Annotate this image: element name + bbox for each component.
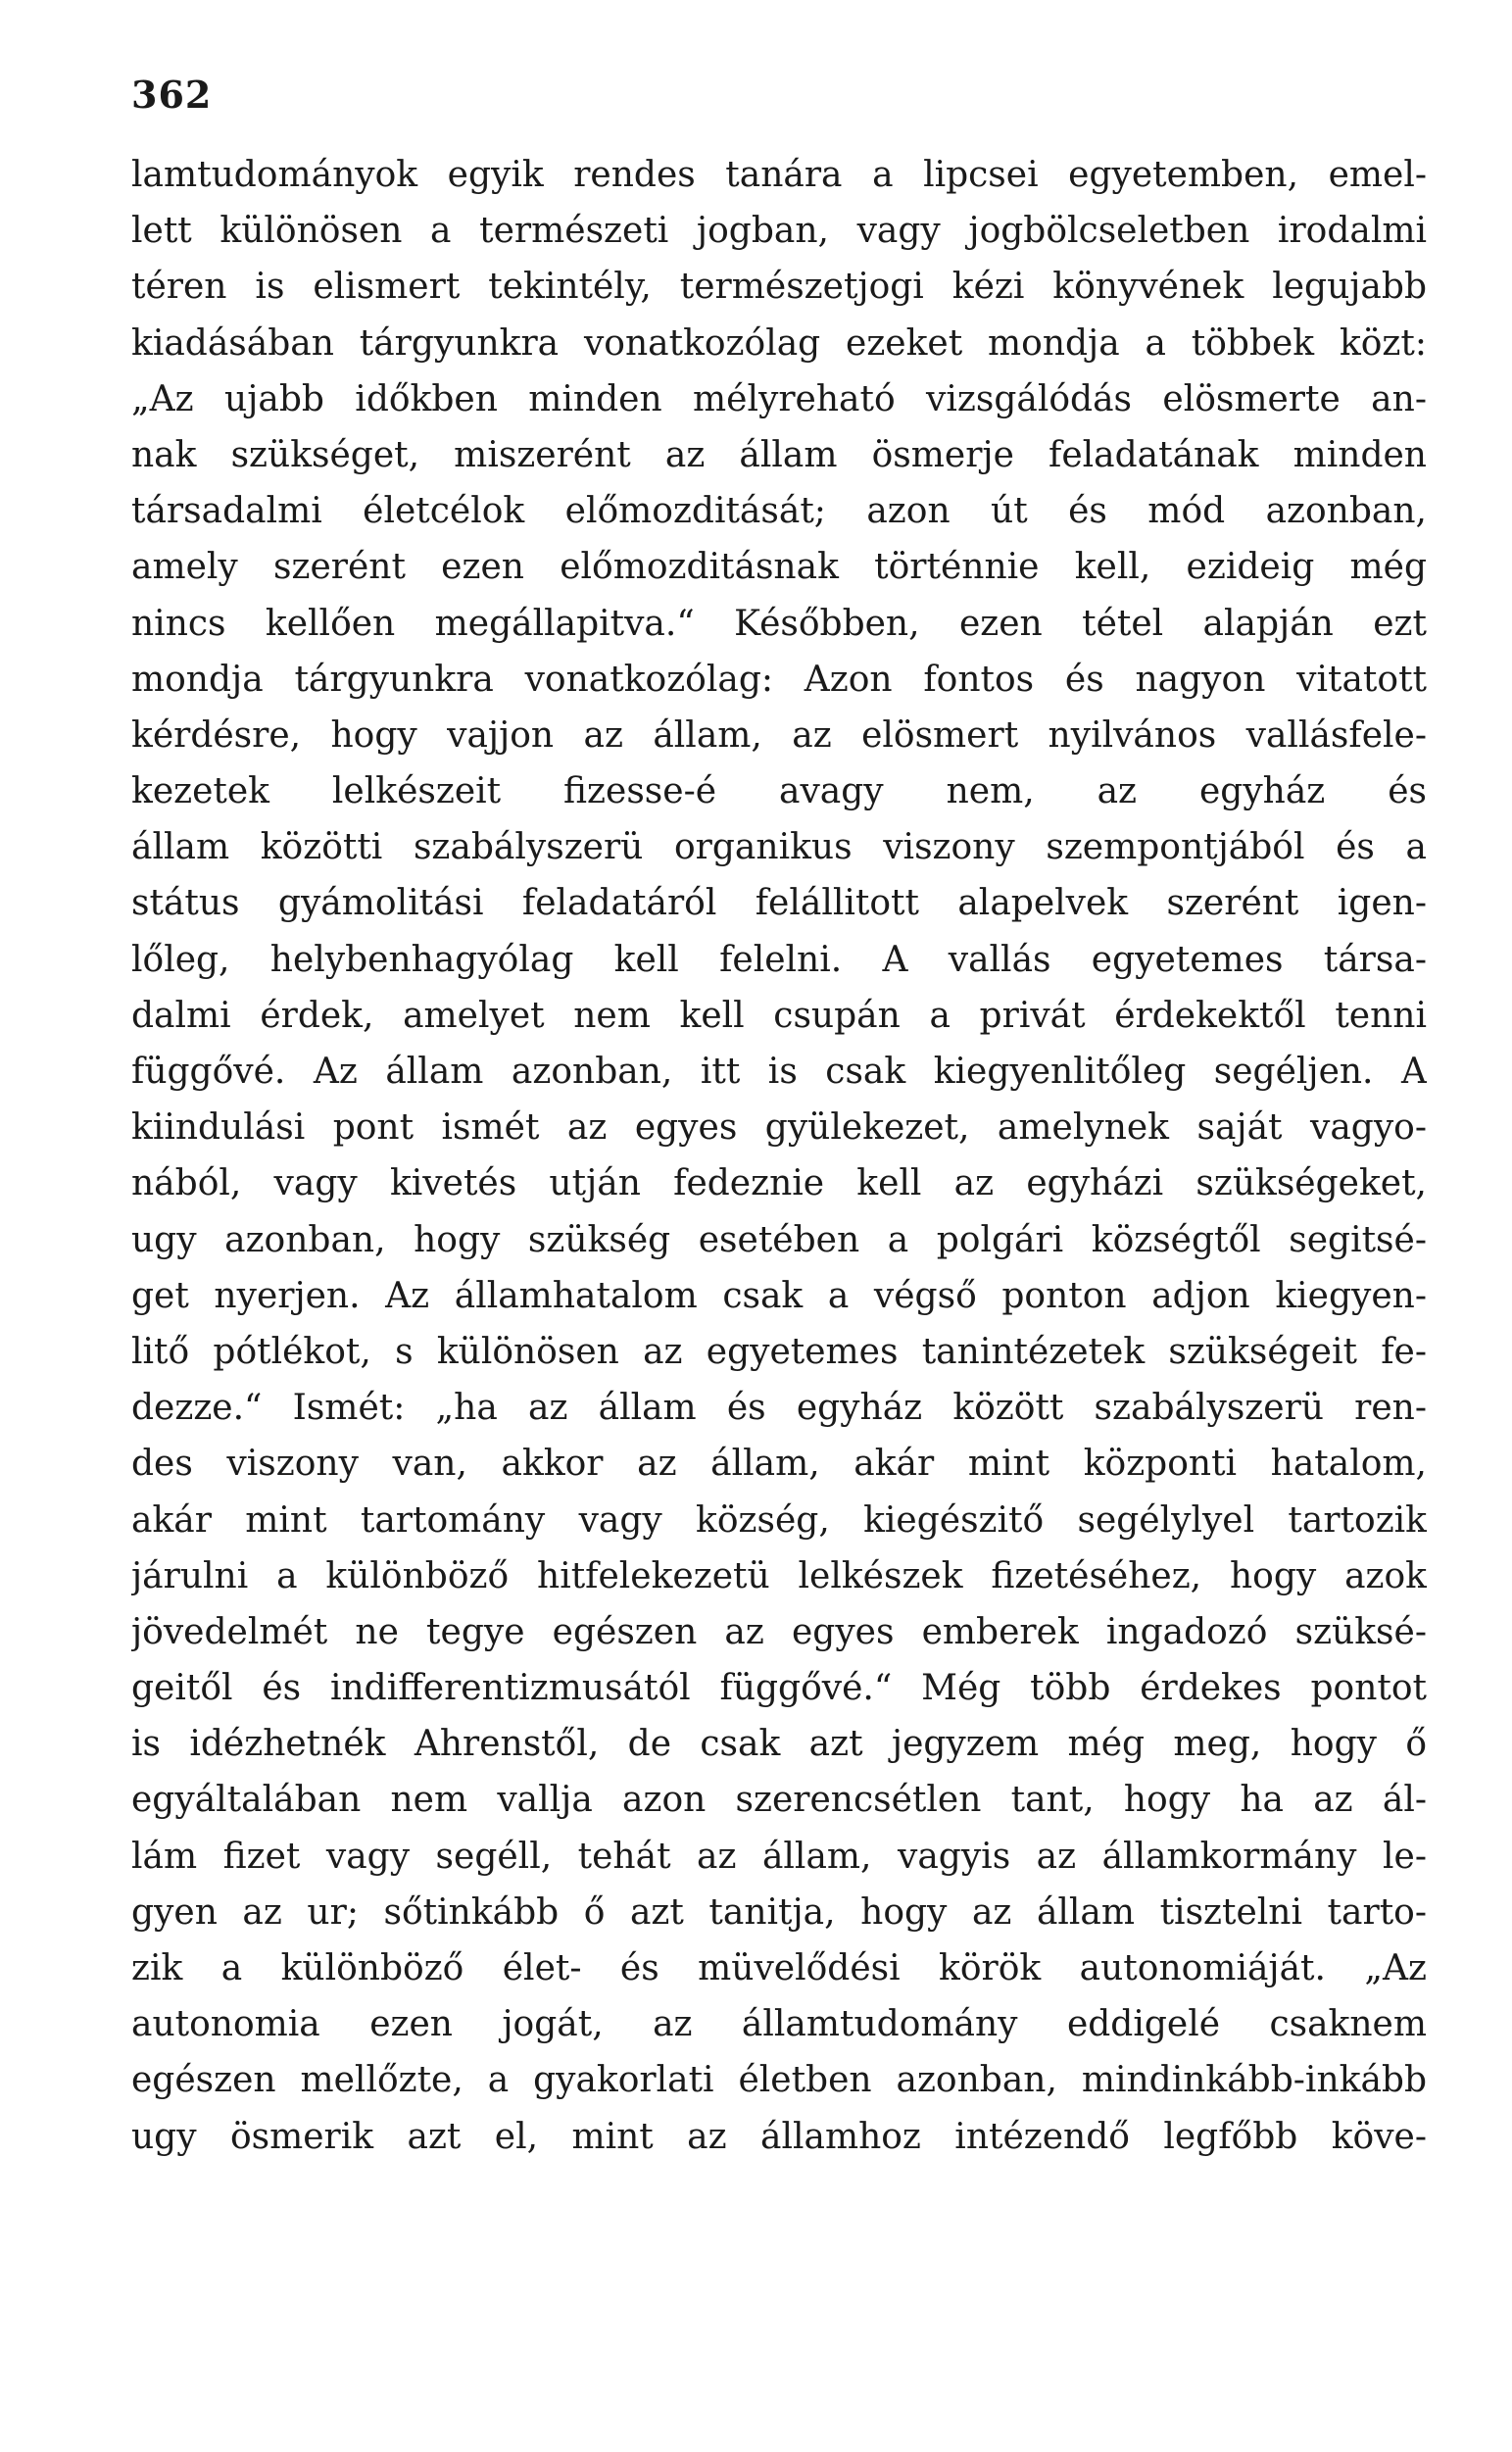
- body-text: [131, 147, 1427, 2165]
- text-line: társadalmi életcélok előmozditását; azon út és mód azonban,: [131, 491, 1427, 532]
- text-line: státus gyámolitási feladatáról felállitott alapelvek szerént igen-: [131, 883, 1427, 924]
- text-line: gyen az ur; sőtinkább ő azt tanitja, hogy az állam tisztelni tarto-: [131, 1891, 1427, 1933]
- text-line: kérdésre, hogy vajjon az állam, az elösmert nyilvános vallásfele-: [131, 714, 1427, 756]
- text-line: „Az ujabb időkben minden mélyreható vizsgálódás elösmerte an-: [131, 378, 1427, 419]
- text-line: lett különösen a természeti jogban, vagy jogbölcseletben irodalmi: [131, 211, 1427, 252]
- text-line: akár mint tartomány vagy község, kiegészitő segélylyel tartozik: [131, 1499, 1427, 1541]
- text-line: ugy azonban, hogy szükség esetében a polgári községtől segitsé-: [131, 1219, 1427, 1260]
- text-line: egyáltalában nem vallja azon szerencsétlen tant, hogy ha az ál-: [131, 1780, 1427, 1821]
- text-line: téren is elismert tekintély, természetjogi kézi könyvének legujabb: [131, 267, 1427, 308]
- text-line: nából, vagy kivetés utján fedeznie kell az egyházi szükségeket,: [131, 1163, 1427, 1204]
- text-line: dezze.“ Ismét: „ha az állam és egyház között szabályszerü ren-: [131, 1388, 1427, 1429]
- text-line: litő pótlékot, s különösen az egyetemes tanintézetek szükségeit fe-: [131, 1331, 1427, 1372]
- page-number: 362: [131, 73, 213, 117]
- text-line: zik a különböző élet- és müvelődési körök autonomiáját. „Az: [131, 1948, 1427, 1988]
- text-line: függővé. Az állam azonban, itt is csak kiegyenlitőleg segéljen. A: [131, 1052, 1427, 1092]
- text-line: geitől és indifferentizmusától függővé.“ Még több érdekes pontot: [131, 1668, 1427, 1709]
- text-line: kiindulási pont ismét az egyes gyülekezet, amelynek saját vagyo-: [131, 1107, 1427, 1149]
- text-line: lamtudományok egyik rendes tanára a lipcsei egyetemben, emel-: [131, 155, 1427, 195]
- text-line: nincs kellően megállapitva.“ Későbben, ezen tétel alapján ezt: [131, 603, 1427, 644]
- text-line: állam közötti szabályszerü organikus viszony szempontjából és a: [131, 827, 1427, 868]
- text-line: mondja tárgyunkra vonatkozólag: Azon fontos és nagyon vitatott: [131, 659, 1427, 700]
- text-line: dalmi érdek, amelyet nem kell csupán a privát érdekektől tenni: [131, 995, 1427, 1036]
- text-line: ugy ösmerik azt el, mint az államhoz intézendő legfőbb köve-: [131, 2116, 1427, 2157]
- text-line: járulni a különböző hitfelekezetü lelkészek fizetéséhez, hogy azok: [131, 1555, 1427, 1596]
- text-line: lám fizet vagy segéll, tehát az állam, vagyis az államkormány le-: [131, 1836, 1427, 1877]
- text-line: jövedelmét ne tegye egészen az egyes emberek ingadozó szüksé-: [131, 1611, 1427, 1652]
- text-line: kezetek lelkészeit fizesse-é avagy nem, az egyház és: [131, 771, 1427, 812]
- text-line: get nyerjen. Az államhatalom csak a végső ponton adjon kiegyen-: [131, 1275, 1427, 1316]
- text-line: des viszony van, akkor az állam, akár mint központi hatalom,: [131, 1444, 1427, 1485]
- text-line: kiadásában tárgyunkra vonatkozólag ezeket mondja a többek közt:: [131, 322, 1427, 364]
- text-line: nak szükséget, miszerént az állam ösmerje feladatának minden: [131, 434, 1427, 475]
- text-line: is idézhetnék Ahrenstől, de csak azt jegyzem még meg, hogy ő: [131, 1724, 1427, 1765]
- text-line: egészen mellőzte, a gyakorlati életben azonban, mindinkább-inkább: [131, 2060, 1427, 2101]
- text-line: autonomia ezen jogát, az államtudomány eddigelé csaknem: [131, 2004, 1427, 2045]
- text-line: lőleg, helybenhagyólag kell felelni. A vallás egyetemes társa-: [131, 939, 1427, 980]
- text-line: amely szerént ezen előmozditásnak történnie kell, ezideig még: [131, 547, 1427, 588]
